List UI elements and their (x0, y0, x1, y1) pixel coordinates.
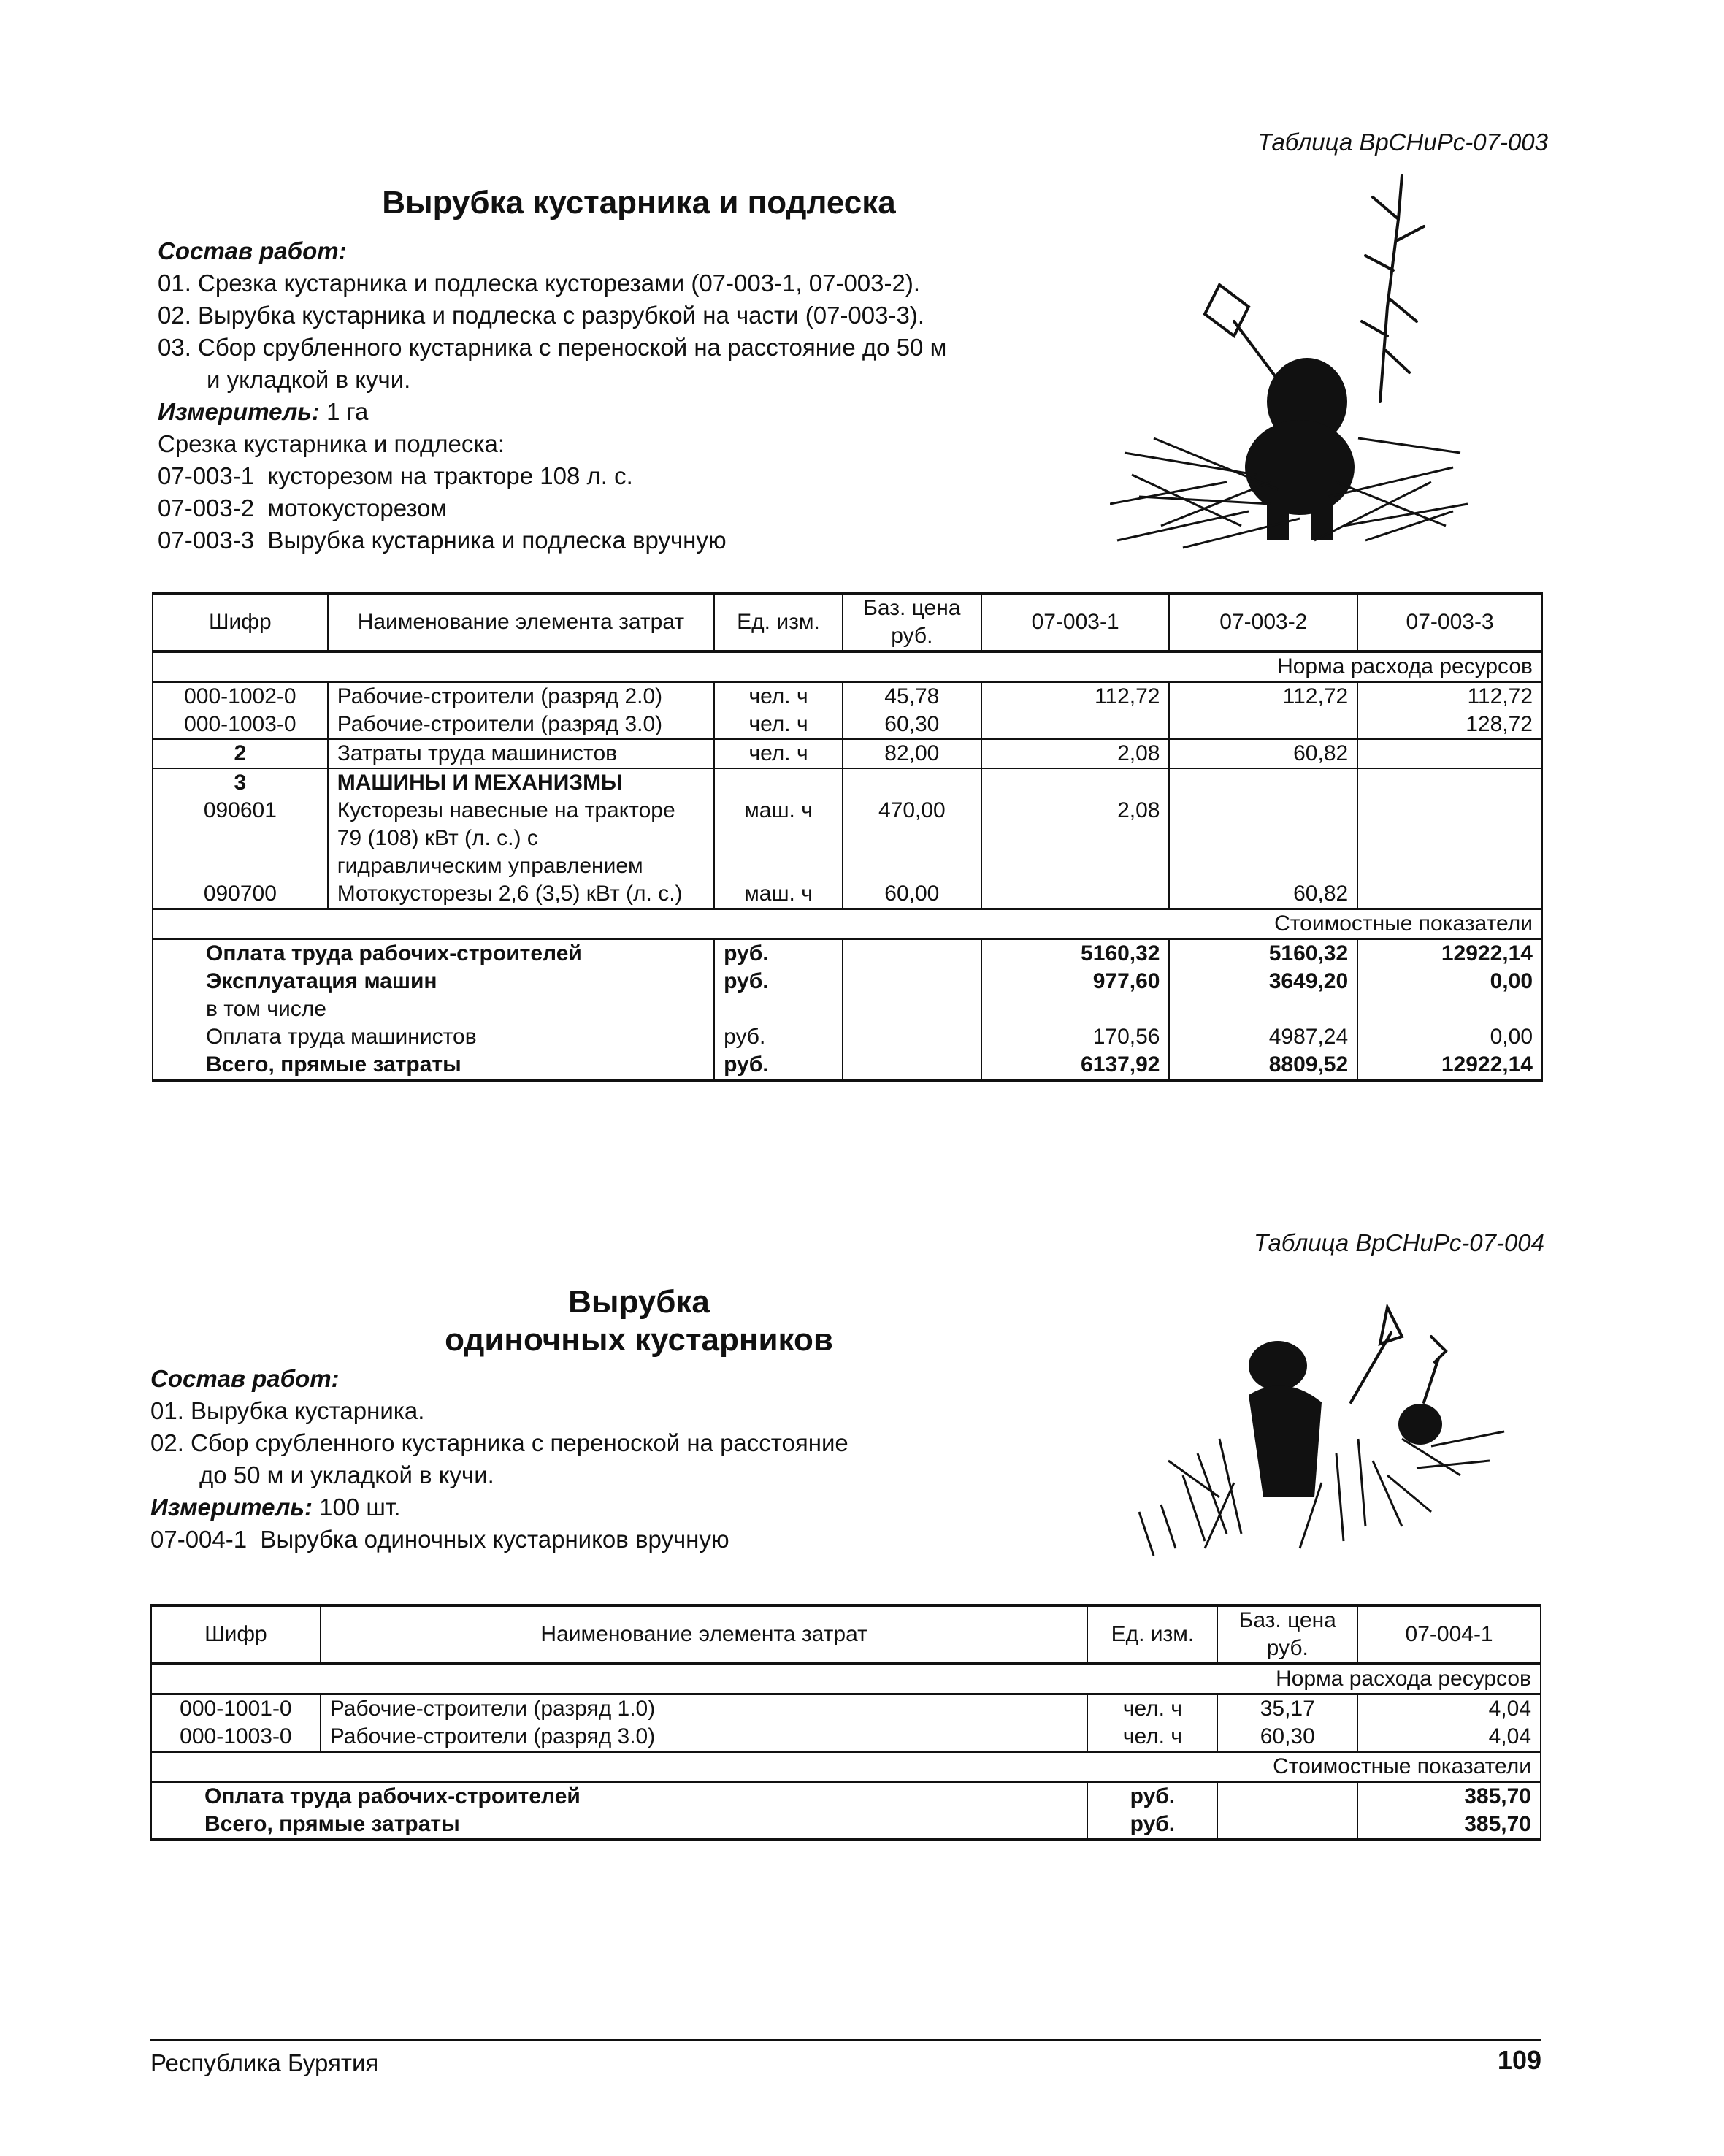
cost-label-row (153, 909, 1542, 939)
name-cell: Рабочие-строители (разряд 1.0) (321, 1694, 1088, 1724)
header-cell: 07-003-1 (981, 593, 1170, 651)
name-cell: Рабочие-строители (разряд 2.0) (328, 682, 714, 711)
cost-row (153, 1051, 1542, 1080)
person-cutting-brush-illustration (1110, 161, 1475, 555)
price-cell: 470,00 (843, 797, 981, 880)
cost-unit: руб. (714, 1023, 843, 1051)
price-cell: 60,30 (1217, 1723, 1357, 1752)
header-cell: Ед. изм. (714, 593, 843, 651)
price-cell: 82,00 (843, 739, 981, 768)
table-row (151, 1694, 1541, 1724)
value-cell: 60,82 (1169, 880, 1357, 909)
price-cell: 45,78 (843, 682, 981, 711)
header-cell: 07-003-2 (1169, 593, 1357, 651)
composition-item: 01. Вырубка кустарника. (150, 1397, 425, 1424)
cost-row (153, 939, 1542, 968)
footer-region: Республика Бурятия (150, 2049, 379, 2076)
table-row (151, 1723, 1541, 1752)
cost-name: в том числе (153, 995, 714, 1023)
cost-label: Стоимостные показатели (153, 909, 1542, 939)
header-cell: Наименование элемента затрат (328, 593, 714, 651)
cost-unit: руб. (1087, 1782, 1217, 1811)
code-cell: 3 (153, 768, 328, 797)
value-cell (1357, 880, 1542, 909)
composition-block (158, 235, 946, 557)
cost-name: Оплата труда рабочих-строителей (153, 939, 714, 968)
value-cell: 0,00 (1357, 968, 1542, 995)
price-cell: 35,17 (1217, 1694, 1357, 1724)
cost-label: Стоимостные показатели (151, 1752, 1541, 1782)
composition-item: до 50 м и укладкой в кучи. (199, 1461, 494, 1488)
cost-name: Оплата труда машинистов (153, 1023, 714, 1051)
measure-value: 1 га (326, 398, 369, 425)
composition-item: 02. Сбор срубленного кустарника с переноской на расстояние (150, 1429, 848, 1456)
name-cell: Рабочие-строители (разряд 3.0) (328, 711, 714, 739)
table-row (153, 880, 1542, 909)
value-cell: 60,82 (1169, 739, 1357, 768)
value-cell: 2,08 (981, 797, 1170, 880)
code-cell: 000-1002-0 (153, 682, 328, 711)
code-cell: 000-1003-0 (153, 711, 328, 739)
composition-label: Состав работ: (150, 1365, 340, 1392)
value-cell: 8809,52 (1169, 1051, 1357, 1080)
cost-row (151, 1782, 1541, 1811)
table-row (153, 768, 1542, 797)
cost-name: Всего, прямые затраты (151, 1811, 1087, 1840)
code-cell: 090700 (153, 880, 328, 909)
norm-label-row (151, 1664, 1541, 1694)
value-cell: 5160,32 (1169, 939, 1357, 968)
cost-row (153, 968, 1542, 995)
value-cell: 4987,24 (1169, 1023, 1357, 1051)
code-cell: 000-1003-0 (151, 1723, 321, 1752)
unit-cell: чел. ч (1087, 1694, 1217, 1724)
price-cell: 60,30 (843, 711, 981, 739)
value-cell: 3649,20 (1169, 968, 1357, 995)
code-line: 07-003-2 мотокусторезом (158, 494, 448, 521)
cost-row (151, 1811, 1541, 1840)
cost-name: Эксплуатация машин (153, 968, 714, 995)
cost-label-row (151, 1752, 1541, 1782)
measure-label: Измеритель: (150, 1494, 313, 1521)
table-header-row (151, 1605, 1541, 1664)
resource-table (150, 1604, 1541, 1841)
section-title (292, 1283, 986, 1359)
cost-name: Оплата труда рабочих-строителей (151, 1782, 1087, 1811)
value-cell: 385,70 (1357, 1782, 1541, 1811)
unit-cell: маш. ч (714, 880, 843, 909)
code-line: 07-003-3 Вырубка кустарника и подлеска вручную (158, 527, 727, 554)
value-cell (981, 880, 1170, 909)
code-cell: 000-1001-0 (151, 1694, 321, 1724)
name-cell: Кусторезы навесные на тракторе 79 (108) кВт (л. с.) с гидравлическим управлением (328, 797, 714, 880)
measure-line (158, 396, 946, 428)
composition-label: Состав работ: (158, 237, 347, 264)
code-cell: 2 (153, 739, 328, 768)
unit-cell: чел. ч (714, 739, 843, 768)
value-cell: 4,04 (1357, 1723, 1541, 1752)
cost-unit: руб. (714, 939, 843, 968)
cost-row (153, 995, 1542, 1023)
code-line: 07-004-1 Вырубка одиночных кустарников вручную (150, 1526, 729, 1553)
value-cell: 4,04 (1357, 1694, 1541, 1724)
table-label: Таблица ВрСНиРс-07-003 (1257, 129, 1548, 156)
composition-item: 01. Срезка кустарника и подлеска кусторезами (07-003-1, 07-003-2). (158, 270, 921, 297)
value-cell (1169, 711, 1357, 739)
value-cell (1169, 797, 1357, 880)
table-header-row (153, 593, 1542, 651)
norm-label-row (153, 651, 1542, 682)
name-cell: Мотокусторезы 2,6 (3,5) кВт (л. с.) (328, 880, 714, 909)
table-row (153, 711, 1542, 739)
person-chopping-single-bush-illustration (1125, 1293, 1519, 1556)
code-line: 07-003-1 кусторезом на тракторе 108 л. с. (158, 462, 633, 489)
resource-table (152, 592, 1543, 1082)
section-title: Вырубка кустарника и подлеска (382, 185, 896, 221)
composition-item: 02. Вырубка кустарника и подлеска с разрубкой на части (07-003-3). (158, 302, 924, 329)
norm-label: Норма расхода ресурсов (153, 651, 1542, 682)
header-cell: Шифр (151, 1605, 321, 1664)
value-cell (1357, 797, 1542, 880)
cost-unit: руб. (714, 1051, 843, 1080)
unit-cell: чел. ч (714, 711, 843, 739)
value-cell: 5160,32 (981, 939, 1170, 968)
cost-unit: руб. (1087, 1811, 1217, 1840)
table-row (153, 739, 1542, 768)
table-label: Таблица ВрСНиРс-07-004 (1254, 1229, 1544, 1256)
value-cell: 170,56 (981, 1023, 1170, 1051)
cost-unit: руб. (714, 968, 843, 995)
footer-divider (150, 2039, 1541, 2041)
value-cell: 977,60 (981, 968, 1170, 995)
measure-value: 100 шт. (319, 1494, 401, 1521)
value-cell: 112,72 (981, 682, 1170, 711)
composition-item: и укладкой в кучи. (207, 366, 411, 393)
header-cell: 07-003-3 (1357, 593, 1542, 651)
header-cell: Ед. изм. (1087, 1605, 1217, 1664)
value-cell: 112,72 (1169, 682, 1357, 711)
composition-item: 03. Сбор срубленного кустарника с переноской на расстояние до 50 м (158, 334, 947, 361)
header-cell: Баз. цена руб. (843, 593, 981, 651)
header-cell: Наименование элемента затрат (321, 1605, 1088, 1664)
value-cell: 6137,92 (981, 1051, 1170, 1080)
composition-block (150, 1363, 848, 1556)
section-title-line: одиночных кустарников (445, 1322, 833, 1358)
name-cell: Затраты труда машинистов (328, 739, 714, 768)
value-cell: 0,00 (1357, 1023, 1542, 1051)
unit-cell: чел. ч (714, 682, 843, 711)
unit-cell: чел. ч (1087, 1723, 1217, 1752)
header-cell: 07-004-1 (1357, 1605, 1541, 1664)
value-cell: 12922,14 (1357, 1051, 1542, 1080)
table-row (153, 797, 1542, 880)
header-cell: Шифр (153, 593, 328, 651)
price-cell: 60,00 (843, 880, 981, 909)
header-cell: Баз. цена руб. (1217, 1605, 1357, 1664)
name-cell: МАШИНЫ И МЕХАНИЗМЫ (328, 768, 714, 797)
value-cell: 385,70 (1357, 1811, 1541, 1840)
cost-name: Всего, прямые затраты (153, 1051, 714, 1080)
value-cell (1357, 739, 1542, 768)
value-cell: 12922,14 (1357, 939, 1542, 968)
value-cell: 2,08 (981, 739, 1170, 768)
subheading: Срезка кустарника и подлеска: (158, 430, 505, 457)
cost-row (153, 1023, 1542, 1051)
measure-line (150, 1491, 848, 1524)
value-cell: 112,72 (1357, 682, 1542, 711)
name-cell: Рабочие-строители (разряд 3.0) (321, 1723, 1088, 1752)
unit-cell: маш. ч (714, 797, 843, 880)
value-cell (981, 711, 1170, 739)
table-row (153, 682, 1542, 711)
norm-label: Норма расхода ресурсов (151, 1664, 1541, 1694)
measure-label: Измеритель: (158, 398, 320, 425)
code-cell: 090601 (153, 797, 328, 880)
page-number: 109 (1497, 2045, 1541, 2075)
value-cell: 128,72 (1357, 711, 1542, 739)
section-title-line: Вырубка (568, 1284, 710, 1320)
